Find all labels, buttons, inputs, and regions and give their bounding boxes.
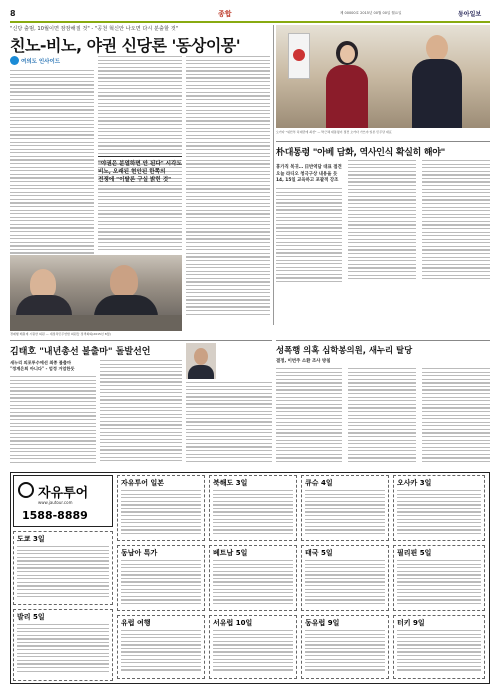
ad-cell[interactable] [117,475,205,541]
ad-cell-lines [397,560,481,608]
top-body-col3 [186,56,270,328]
right-top-body-col1 [276,188,342,286]
ad-left-cell[interactable] [13,531,113,605]
ad-cell-title: 동유럽 9일 [305,619,340,627]
ad-cell-lines [121,490,201,538]
brand-logo-icon [18,482,34,498]
ads-section [10,472,490,684]
ad-cell[interactable] [117,545,205,611]
section-label: 종합 [218,10,232,18]
ad-cell-title: 필리핀 5일 [397,549,432,557]
top-photo-caption: 경제행 배원재 시원한 의원 — 새정치민주연합 의원들 정책회의(2015년 8월) [10,332,111,336]
woman-jacket [326,65,368,128]
right-top-body-col2 [348,160,416,286]
middle-right-rule [276,340,490,341]
right-top-headline: 朴대통령 "아베 담화, 역사인식 확실히 해야" [276,148,446,158]
ad-cell[interactable] [209,615,297,679]
ad-left-lines [17,624,109,678]
person-2 [110,265,138,297]
column-badge [10,56,68,66]
ad-cell-title: 북해도 3일 [213,479,248,487]
column-divider [273,25,274,325]
page-header [10,8,490,20]
middle-left-body-col1 [10,376,96,468]
ad-left-lines [17,546,109,602]
portrait-suit [188,365,214,379]
ad-left-title: 발리 5일 [17,613,45,621]
ad-brand-block[interactable] [13,475,113,527]
ad-cell[interactable] [301,545,389,611]
middle-left-photo [186,343,216,379]
subhead-main: "야권은 분열하면 안 된다" 시각도 비노, 오래된 현안된 한쪽의 전쟁에 "이탈론 구실 밝힌 것" [98,161,182,183]
issue-date: 제 00000호 2015년 00월 00일 월요일 [340,11,402,15]
ad-cell[interactable] [301,475,389,541]
ad-cell-title: 터키 9일 [397,619,425,627]
middle-right-body-col1 [276,368,342,468]
top-kicker: "신당 출범, 10월이면 잠잠해질 것" - "공천 혁신안 나오면 다시 분출할 것" [10,26,179,32]
ad-cell[interactable] [209,475,297,541]
paper-name: 동아일보 [458,11,482,18]
ad-left-title: 도쿄 3일 [17,535,45,543]
ad-cell[interactable] [301,615,389,679]
top-body-col2 [98,56,182,254]
badge-icon [10,56,19,65]
portrait-face [194,348,208,365]
ad-cell-lines [397,630,481,676]
header-rule [10,21,490,23]
badge-label: 여의도 인사이드 [21,59,61,65]
subhead-quote [98,156,182,196]
right-top-subhead: 휴가직 복귀… 日반역담 대표 접견 오늘 라디오 청극구상 내용을 듯 14, 15일 교육하고 포괄적 강조 [276,165,342,184]
ad-cell[interactable] [117,615,205,679]
ad-cell-title: 큐슈 4일 [305,479,333,487]
ad-cell-lines [305,630,385,676]
ad-cell-title: 서유럽 10일 [213,619,253,627]
ad-cell-title: 오사카 3일 [397,479,432,487]
ad-cell-title: 동남아 특가 [121,549,158,557]
ad-cell-lines [213,630,293,676]
ad-cell[interactable] [393,615,485,679]
ad-cell-title: 자유투어 일본 [121,479,165,487]
ad-cell-lines [121,560,201,608]
ad-cell-lines [305,560,385,608]
ad-cell[interactable] [393,475,485,541]
ad-cell[interactable] [209,545,297,611]
ad-cell[interactable] [393,545,485,611]
right-photo-caption: 오카다 "위안부 히대민에 최선" — 박근혜 대통령이 접견 오카다 가쓰야 일본 민주당 대표 [276,130,392,134]
ad-left-cell[interactable] [13,609,113,681]
middle-right-headline: 성폭행 의혹 심학봉의원, 새누리 탈당 [276,345,413,355]
middle-left-body-col2 [100,360,182,468]
flag-1-emblem [293,49,305,61]
middle-left-headline: 김태호 "내년총선 불출마" 돌발선언 [10,347,151,357]
table [10,315,182,331]
woman-face [340,45,355,63]
ad-cell-lines [213,560,293,608]
brand-phone[interactable]: 1588-8889 [22,509,88,522]
brand-name: 자유투어 [38,486,89,501]
top-story-photo [10,255,182,331]
middle-right-body-col3 [422,368,490,468]
ad-cell-lines [213,490,293,538]
ad-cell-title: 베트남 5일 [213,549,248,557]
brand-url[interactable]: www.jautour.com [38,500,73,505]
top-headline: 친노-비노, 야권 신당론 '동상이몽' [10,36,241,55]
ad-cell-lines [397,490,481,538]
middle-right-subhead: 결정, 이번주 소환 조사 방침 [276,359,331,364]
right-top-photo [276,25,490,128]
middle-left-rule [10,340,272,341]
ad-cell-title: 유럽 여행 [121,619,151,627]
page-number: 8 [10,9,16,18]
ad-cell-title: 태국 5일 [305,549,333,557]
man-suit [412,59,462,128]
middle-right-body-col2 [348,368,416,468]
right-top-body-col3 [422,160,490,286]
man-face [426,35,448,61]
middle-left-body-col3 [186,382,272,468]
right-top-rule [276,141,490,142]
ad-grid [117,475,487,681]
middle-left-subhead: 새누리 의포투수에선 최종 불출마 "정계은퇴 아니다" - 엄정 거엄한듯 [10,360,75,372]
ad-cell-lines [305,490,385,538]
ad-cell-lines [121,630,201,676]
